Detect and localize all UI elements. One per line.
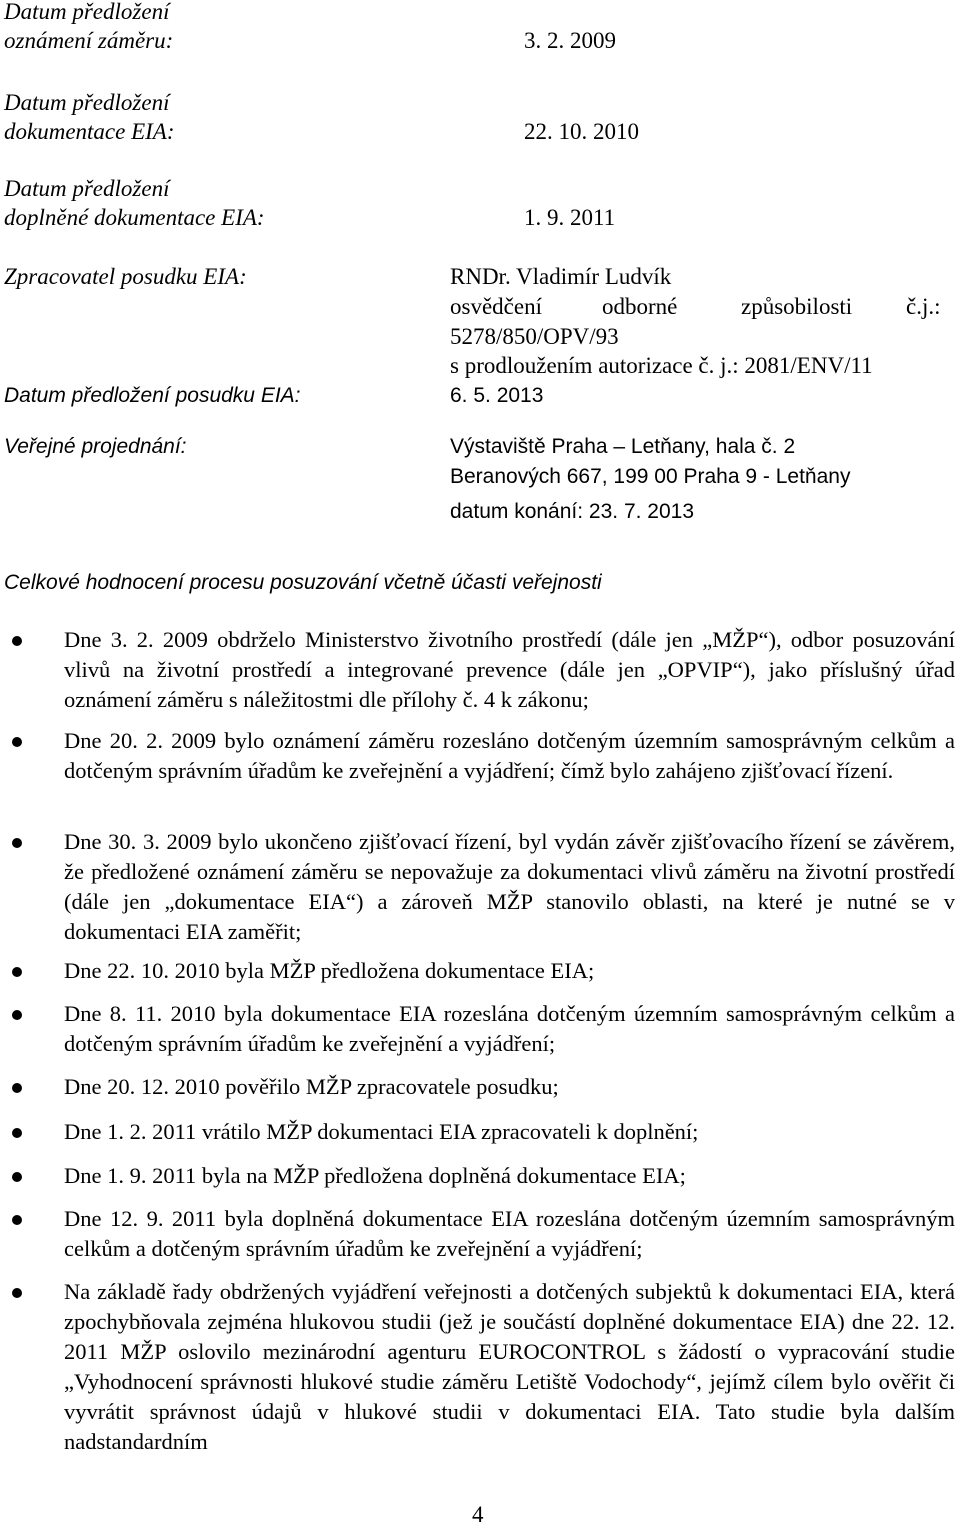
dokumentace-label-line2: dokumentace EIA: <box>4 119 175 144</box>
list-item-text: Dne 22. 10. 2010 byla MŽP předložena dokumentace EIA; <box>64 958 595 983</box>
doplnena-label-line2: doplněné dokumentace EIA: <box>4 205 265 230</box>
list-item-text: Dne 20. 12. 2010 pověřilo MŽP zpracovatele posudku; <box>64 1074 559 1099</box>
bullet-icon <box>12 636 22 646</box>
bullet-icon <box>12 737 22 747</box>
doplnena-label-line1: Datum předložení <box>4 176 170 201</box>
certificate-word-2: odborné <box>602 294 678 319</box>
bullet-icon <box>12 1083 22 1093</box>
projednani-address: Beranových 667, 199 00 Praha 9 - Letňany <box>450 465 851 488</box>
certificate-word-1: osvědčení <box>450 294 542 319</box>
list-item-text: Dne 30. 3. 2009 bylo ukončeno zjišťovací řízení, byl vydán závěr zjišťovacího řízení se závěrem, že předložené oznámení záměru se nepovažuje za dokumentaci vlivů záměru na životní prostředí (dále jen „dokumentace EIA“) a zároveň MŽP stanovilo oblasti, na které je nutné se v dokumentaci EIA zaměřit; <box>64 829 955 944</box>
doplnena-date: 1. 9. 2011 <box>524 205 616 230</box>
oznameni-date: 3. 2. 2009 <box>524 28 616 53</box>
section-title: Celkové hodnocení procesu posuzování včetně účasti veřejnosti <box>4 571 602 594</box>
projednani-date: datum konání: 23. 7. 2013 <box>450 500 695 523</box>
projednani-label: Veřejné projednání: <box>4 435 187 458</box>
bullet-icon <box>12 967 22 977</box>
list-item-text: Dne 3. 2. 2009 obdrželo Ministerstvo životního prostředí (dále jen „MŽP“), odbor posuzování vlivů na životní prostředí a integrované prevence (dále jen „OPVIP“), jako příslušný úřad oznámení záměru s náležitostmi dle přílohy č. 4 k zákonu; <box>64 627 955 712</box>
bullet-icon <box>12 838 22 848</box>
list-item-text: Na základě řady obdržených vyjádření veřejnosti a dotčených subjektů k dokumentaci EIA, která zpochybňovala zejména hlukovou studii (jež je součástí doplněné dokumentace EIA) dne 22. 12. 2011 MŽP oslovilo mezinárodní agenturu EUROCONTROL s žádostí o vypracování studie „Vyhodnocení správnosti hlukové studie záměru Letiště Vodochody“, jejímž cílem bylo ověřit či vyvrátit správnost údajů v hlukové studii v dokumentaci EIA. Tato studie byla dalším nadstandardním <box>64 1279 955 1454</box>
zpracovatel-name: RNDr. Vladimír Ludvík <box>450 264 672 289</box>
bullet-icon <box>12 1215 22 1225</box>
certificate-cj: č.j.: <box>906 294 941 319</box>
posudek-date: 6. 5. 2013 <box>450 384 544 407</box>
list-item-text: Dne 20. 2. 2009 bylo oznámení záměru rozesláno dotčeným územním samosprávným celkům a dotčeným správním úřadům ke zveřejnění a vyjádření; čímž bylo zahájeno zjišťovací řízení. <box>64 728 955 783</box>
posudek-label: Datum předložení posudku EIA: <box>4 384 301 407</box>
oznameni-label-line2: oznámení záměru: <box>4 28 174 53</box>
zpracovatel-label: Zpracovatel posudku EIA: <box>4 264 247 289</box>
oznameni-label-line1: Datum předložení <box>4 0 170 24</box>
bullet-icon <box>12 1172 22 1182</box>
page-number: 4 <box>472 1502 484 1527</box>
bullet-icon <box>12 1010 22 1020</box>
certificate-word-3: způsobilosti <box>741 294 853 319</box>
list-item-text: Dne 1. 9. 2011 byla na MŽP předložena doplněná dokumentace EIA; <box>64 1163 686 1188</box>
dokumentace-date: 22. 10. 2010 <box>524 119 639 144</box>
list-item-text: Dne 8. 11. 2010 byla dokumentace EIA rozeslána dotčeným územním samosprávným celkům a dotčeným správním úřadům ke zveřejnění a vyjádření; <box>64 1001 955 1056</box>
list-item-text: Dne 12. 9. 2011 byla doplněná dokumentace EIA rozeslána dotčeným územním samosprávným celkům a dotčeným správním úřadům ke zveřejnění a vyjádření; <box>64 1206 955 1261</box>
bullet-icon <box>12 1128 22 1138</box>
certificate-number: 5278/850/OPV/93 <box>450 324 619 349</box>
projednani-place: Výstaviště Praha – Letňany, hala č. 2 <box>450 435 796 458</box>
bullet-icon <box>12 1288 22 1298</box>
dokumentace-label-line1: Datum předložení <box>4 90 170 115</box>
authorization-prolongation: s prodloužením autorizace č. j.: 2081/ENV/11 <box>450 353 873 378</box>
list-item-text: Dne 1. 2. 2011 vrátilo MŽP dokumentaci EIA zpracovateli k doplnění; <box>64 1119 699 1144</box>
